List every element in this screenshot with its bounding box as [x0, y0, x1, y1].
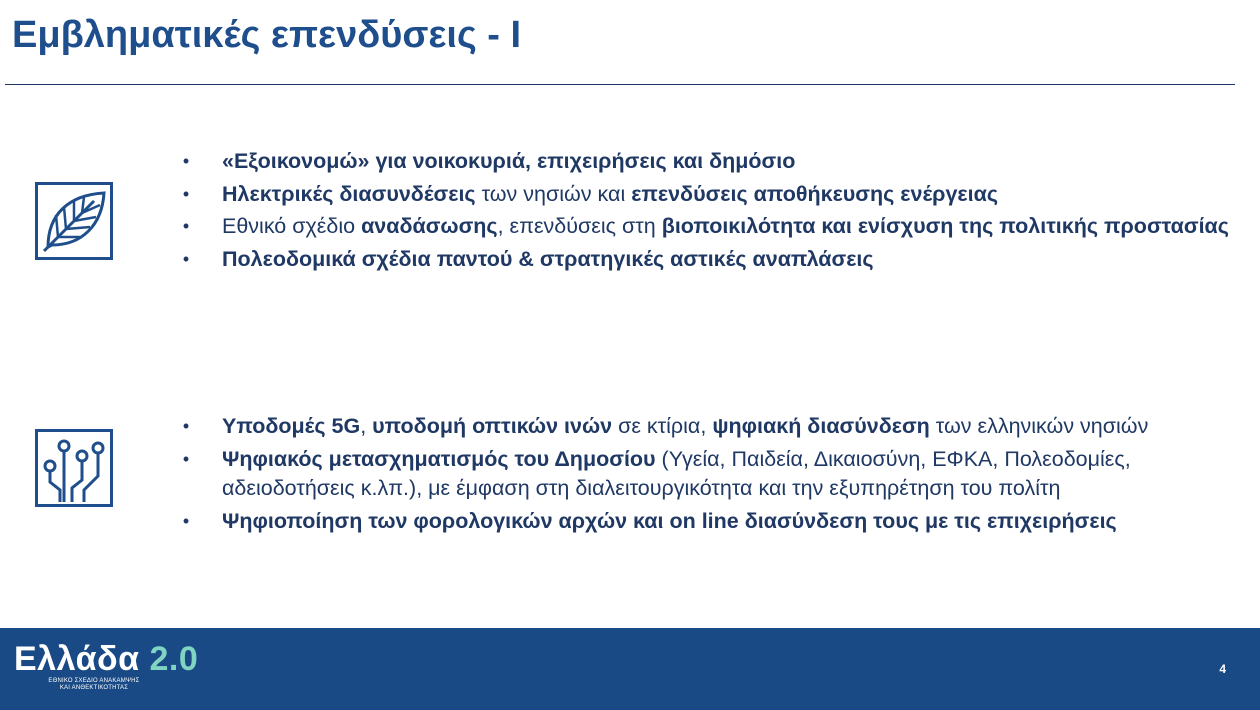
logo-tagline-line2: ΚΑΙ ΑΝΘΕΚΤΙΚΟΤΗΤΑΣ — [59, 685, 129, 691]
bullet-item — [176, 212, 1236, 242]
bullet-text-bold: Ψηφιοποίηση των φορολογικών αρχών και on line διασύνδεση τους με τις επιχειρήσεις — [222, 508, 1117, 533]
bullet-text-bold: Υποδομές 5G — [222, 414, 361, 438]
bullet-text-bold: επενδύσεις αποθήκευσης ενέργειας — [631, 181, 998, 206]
bullet-item — [176, 245, 1236, 275]
bullet-dot: • — [182, 248, 190, 269]
bullet-dot: • — [182, 416, 190, 436]
logo-name: Ελλάδα — [14, 640, 140, 678]
bullet-item — [176, 445, 1236, 504]
bullet-text: των νησιών και — [475, 181, 632, 206]
page-number: 4 — [1219, 662, 1226, 676]
bullet-text-bold: υποδομή οπτικών ινών — [372, 414, 613, 438]
bullet-text: , επενδύσεις στη — [497, 214, 662, 238]
bullet-text-bold: «Εξοικονομώ» για νοικοκυριά, επιχειρήσεις και δημόσιο — [222, 149, 796, 173]
bullet-text-bold: Πολεοδομικά σχέδια παντού & στρατηγικές αστικές αναπλάσεις — [222, 246, 874, 271]
bullet-item — [176, 147, 1236, 177]
green-investments-list — [176, 147, 1236, 277]
bullet-dot: • — [182, 183, 190, 204]
digital-investments-list — [176, 412, 1236, 539]
bullet-text-bold: Ψηφιακός μετασχηματισμός του Δημοσίου — [222, 446, 656, 471]
logo-tagline — [14, 678, 174, 692]
leaf-icon-frame — [35, 182, 113, 260]
leaf-icon — [38, 185, 110, 257]
bullet-text: (Υγεία, Παιδεία, Δικαιοσύνη, ΕΦΚΑ, Πολεοδομίες, αδειοδοτήσεις κ.λπ.), με έμφαση στη διαλειτουργικότητα και την εξυπηρέτηση του πολίτη — [222, 446, 1131, 500]
bullet-text-bold: αναδάσωσης — [361, 214, 498, 238]
bullet-dot: • — [182, 510, 190, 531]
bullet-item — [176, 507, 1236, 537]
circuit-icon-frame — [35, 429, 113, 507]
title-divider — [5, 84, 1235, 85]
footer-bar — [0, 628, 1260, 710]
bullet-text: Εθνικό σχέδιο — [222, 214, 362, 238]
bullet-dot: • — [182, 151, 190, 171]
bullet-text-bold: βιοποικιλότητα και ενίσχυση της πολιτικής προστασίας — [661, 214, 1229, 238]
circuit-icon — [38, 432, 110, 504]
bullet-dot: • — [182, 216, 190, 236]
slide-title: Εμβληματικές επενδύσεις - Ι — [12, 14, 522, 56]
bullet-item — [176, 180, 1236, 210]
bullet-item — [176, 412, 1236, 442]
bullet-text: σε κτίρια, — [612, 414, 713, 438]
bullet-text-bold: ψηφιακή διασύνδεση — [712, 414, 930, 438]
bullet-text-bold: Ηλεκτρικές διασυνδέσεις — [222, 181, 476, 206]
logo-version: 2.0 — [149, 640, 199, 678]
bullet-dot: • — [182, 448, 190, 469]
logo-tagline-line1: ΕΘΝΙΚΟ ΣΧΕΔΙΟ ΑΝΑΚΑΜΨΗΣ — [48, 678, 140, 684]
bullet-text: των ελληνικών νησιών — [929, 414, 1149, 438]
bullet-text: , — [360, 414, 373, 438]
logo — [14, 640, 198, 679]
